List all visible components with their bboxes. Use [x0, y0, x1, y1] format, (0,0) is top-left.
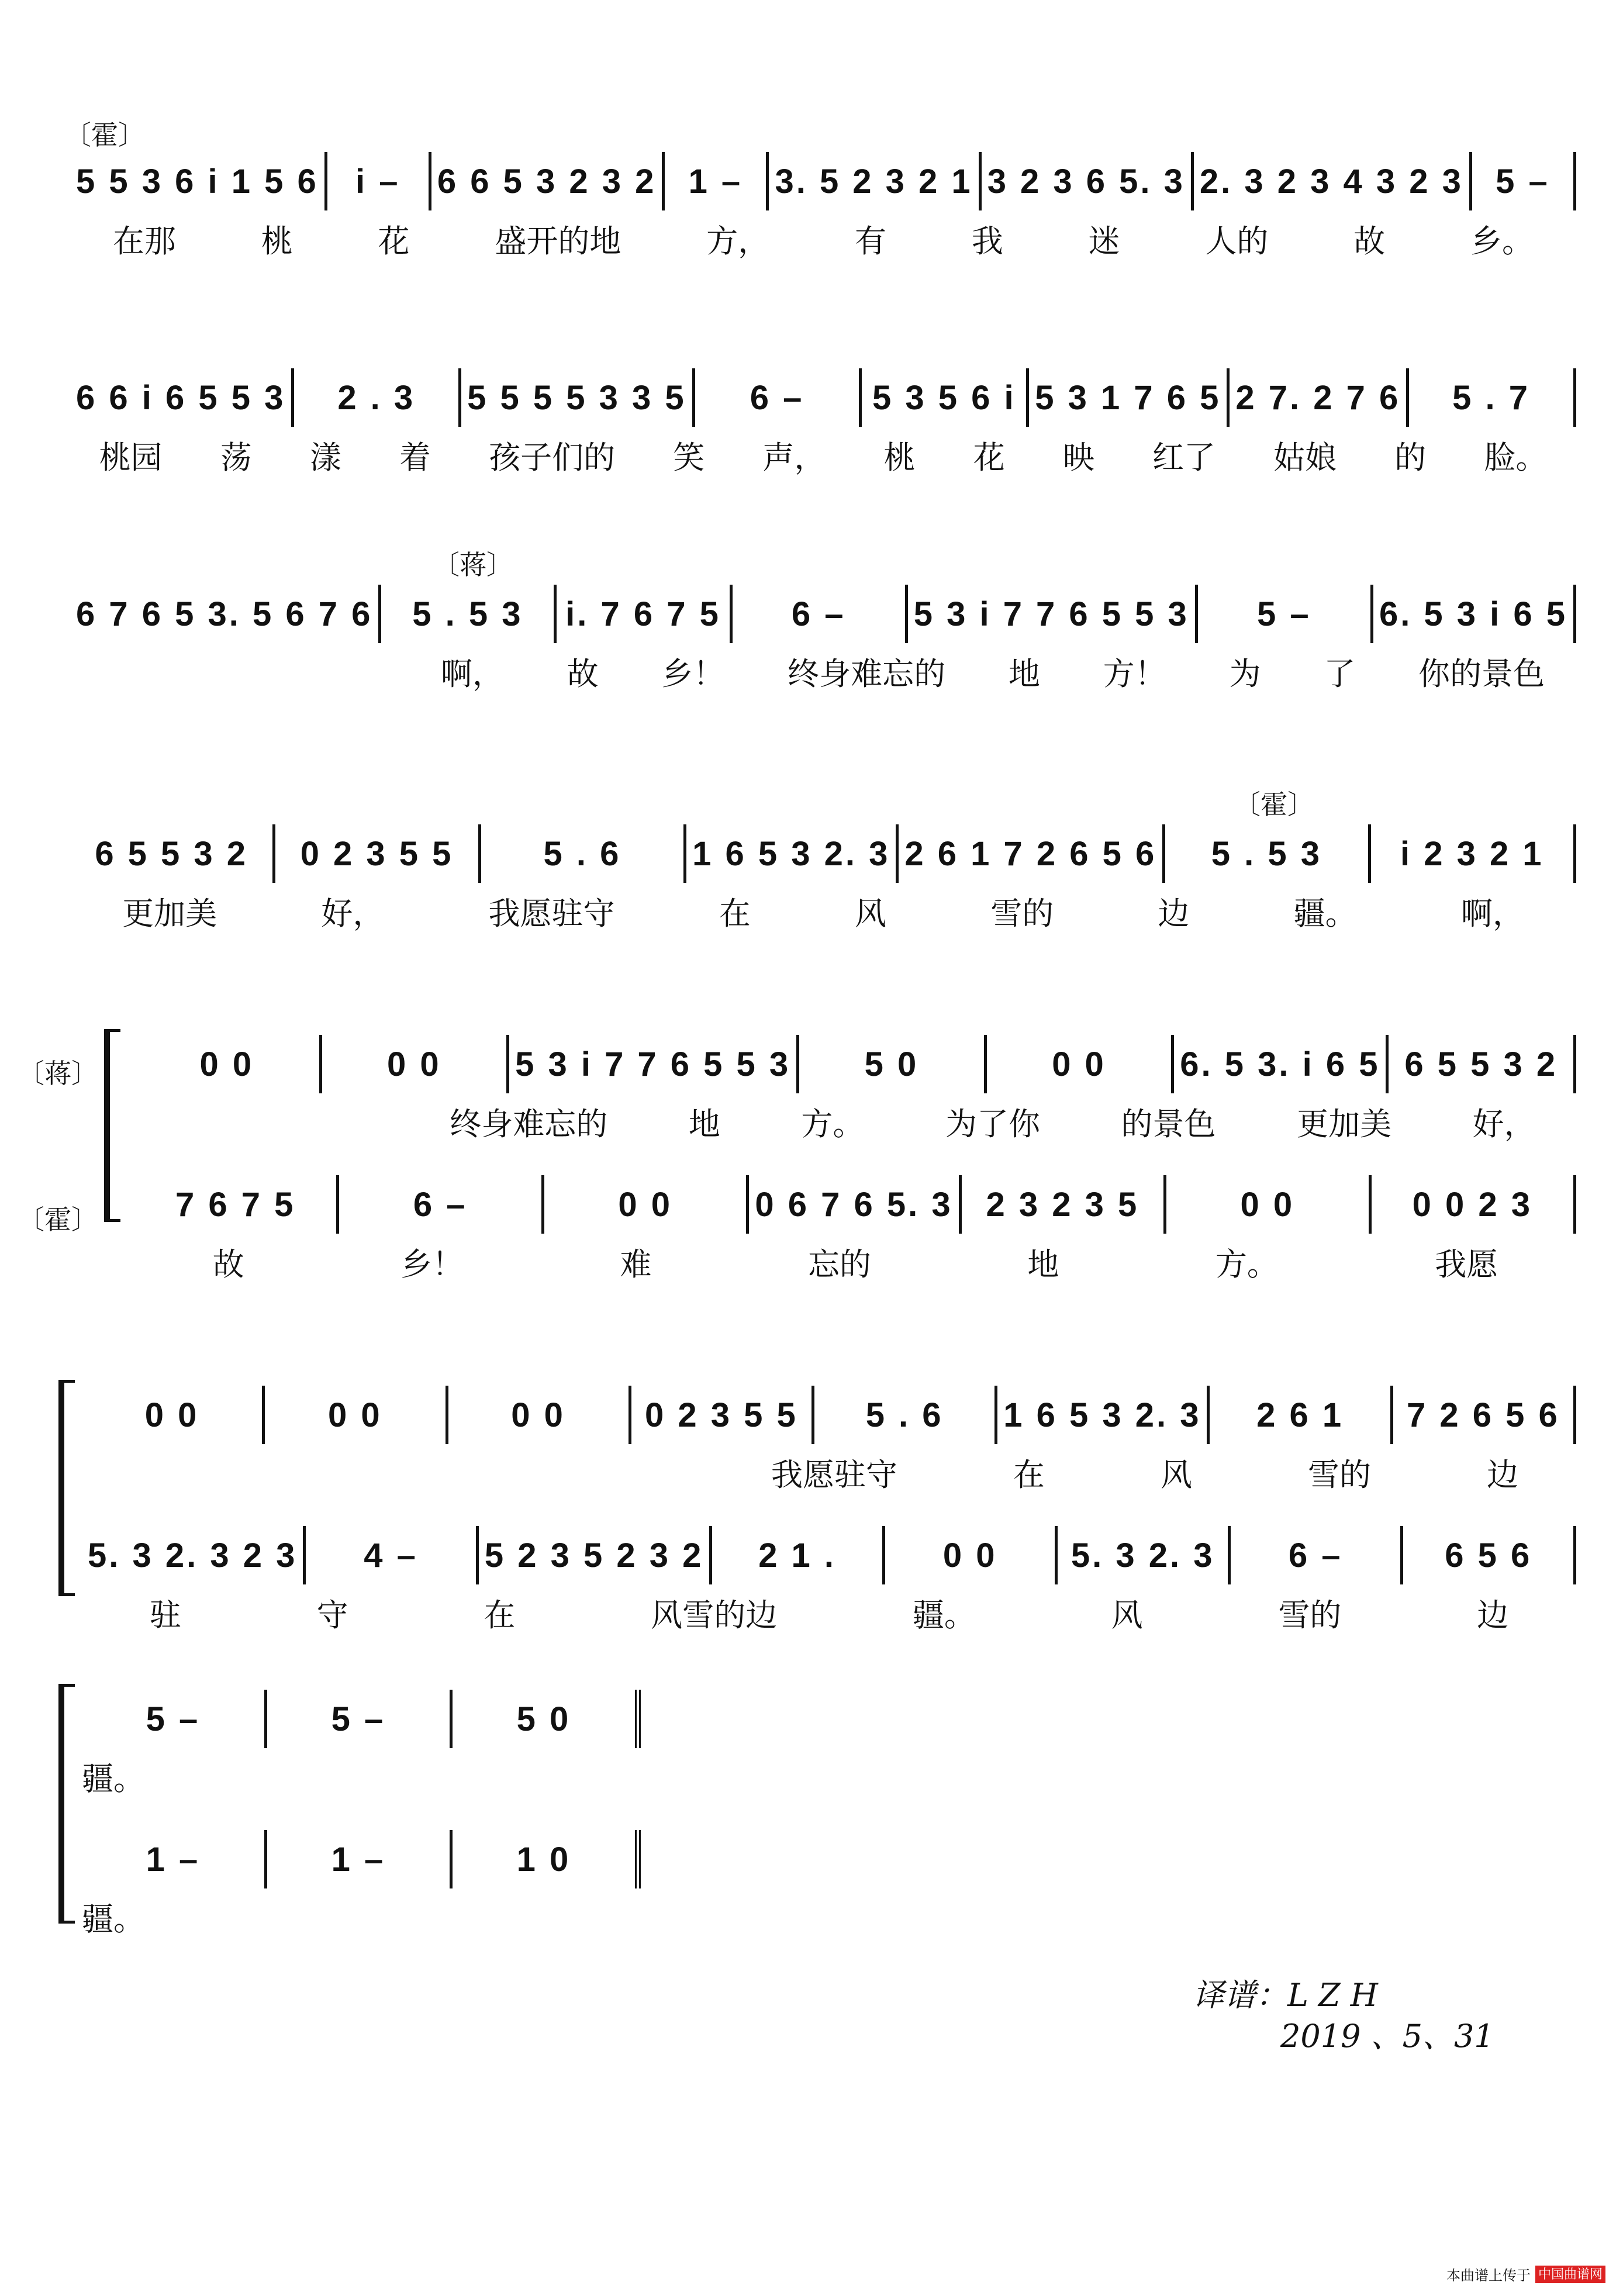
- notes-row: [70, 819, 1576, 889]
- lyric: 更加美: [122, 895, 217, 932]
- lyric: 好，: [321, 895, 385, 932]
- lyric: 的: [1394, 439, 1427, 476]
- lyric: 方。: [1215, 1246, 1279, 1283]
- lyrics-row: [409, 649, 1576, 694]
- lyric: 我愿驻守: [488, 895, 615, 932]
- measure: 0 0: [322, 1035, 510, 1093]
- lyric: 孩子们的: [489, 439, 616, 476]
- measure: 5 . 6: [481, 824, 686, 883]
- lyric: 终身难忘的: [450, 1106, 608, 1142]
- lyric: 脸。: [1484, 439, 1548, 476]
- measure: 2 1 .: [712, 1526, 885, 1584]
- lyric: 声，: [762, 439, 826, 476]
- lyric: 风雪的边: [651, 1597, 778, 1634]
- lyrics-row: [70, 216, 1576, 261]
- lyric: 地: [1027, 1246, 1059, 1283]
- lyrics-row: [82, 1754, 145, 1799]
- lyric: 边: [1487, 1456, 1518, 1493]
- lyric: 桃: [883, 439, 916, 476]
- lyric: 花: [378, 223, 410, 260]
- measure: 0 0 2 3: [1372, 1175, 1576, 1234]
- measure: 5 3 i 7 7 6 5 5 3: [509, 1035, 799, 1093]
- measure: 6 5 5 3 2: [70, 824, 275, 883]
- notes-row: [82, 1520, 1576, 1590]
- measure: 1 –: [665, 152, 769, 210]
- lyric: 故: [1353, 223, 1386, 260]
- lyric: 地: [688, 1106, 720, 1142]
- lyric: 啊，: [1460, 895, 1524, 932]
- lyric: 有: [854, 223, 886, 260]
- measure: 0 0: [544, 1175, 749, 1234]
- lyrics-row: [82, 1590, 1576, 1635]
- singer-label: 〔霍〕: [1234, 789, 1314, 820]
- lyric: 乡！: [400, 1246, 464, 1283]
- lyric: 我愿: [1435, 1246, 1498, 1283]
- measure: 0 0: [1166, 1175, 1371, 1234]
- measure: 0 6 7 6 5. 3: [749, 1175, 961, 1234]
- measure: 2 3 2 3 5: [962, 1175, 1166, 1234]
- final-barline-measure: 1 0: [453, 1830, 641, 1888]
- lyric: 盛开的地: [495, 223, 621, 260]
- measure: 5 –: [1472, 152, 1576, 210]
- measure: 6 5 6: [1403, 1526, 1576, 1584]
- measure: 5 . 6: [814, 1386, 997, 1444]
- lyric: 疆。: [82, 1760, 145, 1797]
- lyric: 好，: [1472, 1106, 1536, 1142]
- lyric: 人的: [1205, 223, 1269, 260]
- lyrics-row: [134, 1240, 1576, 1285]
- lyric: 疆。: [82, 1901, 145, 1938]
- lyric: 疆。: [912, 1597, 976, 1634]
- measure: 5 –: [82, 1690, 267, 1748]
- notes-row: [70, 362, 1576, 433]
- lyric: 桃: [261, 223, 293, 260]
- lyric: 着: [399, 439, 431, 476]
- lyric: 边: [1158, 895, 1190, 932]
- lyrics-row: [713, 1450, 1576, 1495]
- lyric: 风: [1111, 1597, 1143, 1634]
- lyric: 驻: [149, 1597, 181, 1634]
- measure: 5 5 3 6 i 1 5 6: [70, 152, 327, 210]
- lyric: 为: [1229, 655, 1261, 692]
- lyric: 在: [1013, 1456, 1045, 1493]
- transcriber-credit: 译谱：L Z H: [1193, 1977, 1378, 2014]
- measure: 1 6 5 3 2. 3: [997, 1386, 1210, 1444]
- measure: 1 6 5 3 2. 3: [686, 824, 899, 883]
- measure: 0 0: [885, 1526, 1058, 1584]
- measure: 5. 3 2. 3 2 3: [82, 1526, 306, 1584]
- lyrics-row: [409, 1099, 1576, 1144]
- measure: 5 5 5 5 3 3 5: [461, 368, 695, 427]
- lyric: 方。: [801, 1106, 865, 1142]
- measure: 1 –: [267, 1830, 453, 1888]
- lyric: 方！: [1103, 655, 1166, 692]
- singer-label: 〔蒋〕: [433, 549, 513, 581]
- measure: 2 7. 2 7 6: [1230, 368, 1409, 427]
- measure: 5 . 5 3: [1165, 824, 1370, 883]
- notes-row: [82, 1824, 641, 1894]
- notes-row: [70, 146, 1576, 216]
- lyric: 我: [971, 223, 1003, 260]
- measure: 0 0: [987, 1035, 1175, 1093]
- measure: 6 –: [1231, 1526, 1404, 1584]
- lyric: 雪的: [1278, 1597, 1342, 1634]
- lyric: 迷: [1088, 223, 1120, 260]
- lyric: 的景色: [1121, 1106, 1216, 1142]
- lyric: 啊，: [440, 655, 504, 692]
- measure: 5 . 7: [1409, 368, 1576, 427]
- measure: 7 2 6 5 6: [1393, 1386, 1576, 1444]
- measure: 2 6 1: [1210, 1386, 1393, 1444]
- measure: 5 3 i 7 7 6 5 5 3: [908, 585, 1198, 643]
- footer-text: 本曲谱上传于: [1446, 2268, 1531, 2284]
- measure: 4 –: [306, 1526, 479, 1584]
- lyric: 桃园: [99, 439, 163, 476]
- lyric: 姑娘: [1273, 439, 1337, 476]
- measure: i –: [327, 152, 431, 210]
- measure: 2 6 1 7 2 6 5 6: [899, 824, 1165, 883]
- singer-label: 〔蒋〕: [18, 1058, 98, 1089]
- lyric: 花: [973, 439, 1005, 476]
- measure: 6 7 6 5 3. 5 6 7 6: [70, 585, 381, 643]
- measure: 3. 5 2 3 2 1: [769, 152, 981, 210]
- lyric: 在那: [112, 223, 176, 260]
- notes-row: [134, 1169, 1576, 1240]
- lyric: 笑: [673, 439, 705, 476]
- lyrics-row: [70, 433, 1576, 478]
- lyric: 在: [719, 895, 751, 932]
- lyric: 我愿驻守: [771, 1456, 897, 1493]
- lyric: 疆。: [1293, 895, 1357, 932]
- measure: 5 0: [799, 1035, 987, 1093]
- lyric: 地: [1008, 655, 1040, 692]
- transcription-date: 2019 、5、31: [1280, 2018, 1494, 2055]
- measure: 0 0: [448, 1386, 631, 1444]
- measure: 1 –: [82, 1830, 267, 1888]
- lyric: 你的景色: [1418, 655, 1545, 692]
- lyric: 为了你: [945, 1106, 1040, 1142]
- lyric: 雪的: [1308, 1456, 1371, 1493]
- lyric: 映: [1062, 439, 1094, 476]
- measure: 5 –: [1198, 585, 1373, 643]
- lyrics-row: [70, 889, 1576, 934]
- measure: 2. 3 2 3 4 3 2 3: [1194, 152, 1472, 210]
- lyric: 荡: [220, 439, 252, 476]
- measure: 7 6 7 5: [134, 1175, 339, 1234]
- lyric: 忘的: [807, 1246, 871, 1283]
- measure: 0 2 3 5 5: [275, 824, 481, 883]
- lyric: 故: [567, 655, 599, 692]
- measure: 6 6 i 6 5 5 3: [70, 368, 294, 427]
- lyric: 漾: [309, 439, 341, 476]
- measure: 5 3 5 6 i: [862, 368, 1029, 427]
- lyric: 风: [1161, 1456, 1192, 1493]
- notes-row: [82, 1684, 641, 1754]
- measure: 5 2 3 5 2 3 2: [479, 1526, 712, 1584]
- lyric: 在: [484, 1597, 516, 1634]
- measure: i 2 3 2 1: [1371, 824, 1576, 883]
- measure: 6 –: [695, 368, 862, 427]
- lyric: 难: [620, 1246, 652, 1283]
- notes-row: [82, 1380, 1576, 1450]
- lyric: 了: [1324, 655, 1356, 692]
- lyric: 终身难忘的: [788, 655, 946, 692]
- lyric: 故: [212, 1246, 244, 1283]
- lyric: 守: [316, 1597, 348, 1634]
- final-barline-measure: 5 0: [453, 1690, 641, 1748]
- lyric: 边: [1477, 1597, 1509, 1634]
- site-footer: [1446, 2264, 1605, 2284]
- measure: 5. 3 2. 3: [1058, 1526, 1231, 1584]
- measure: 6 6 5 3 2 3 2: [431, 152, 665, 210]
- measure: 6. 5 3. i 6 5: [1174, 1035, 1389, 1093]
- measure: 0 0: [82, 1386, 265, 1444]
- measure: 6 –: [339, 1175, 544, 1234]
- measure: 5 –: [267, 1690, 453, 1748]
- measure: 6 5 5 3 2: [1389, 1035, 1576, 1093]
- lyric: 乡！: [661, 655, 725, 692]
- lyric: 雪的: [990, 895, 1054, 932]
- measure: 0 0: [265, 1386, 448, 1444]
- notes-row: [134, 1029, 1576, 1099]
- lyric: 乡。: [1470, 223, 1534, 260]
- measure: 0 0: [134, 1035, 322, 1093]
- lyric: 更加美: [1297, 1106, 1392, 1142]
- measure: 5 . 5 3: [381, 585, 557, 643]
- measure: 0 2 3 5 5: [631, 1386, 814, 1444]
- lyric: 红了: [1152, 439, 1215, 476]
- singer-label: 〔霍〕: [64, 119, 145, 151]
- measure: 5 3 1 7 6 5: [1029, 368, 1230, 427]
- lyrics-row: [82, 1894, 145, 1939]
- measure: 3 2 3 6 5. 3: [982, 152, 1194, 210]
- singer-label: 〔霍〕: [18, 1204, 98, 1235]
- measure: 6. 5 3 i 6 5: [1373, 585, 1576, 643]
- lyric: 方，: [706, 223, 770, 260]
- notes-row: [70, 579, 1576, 649]
- site-logo: 中国曲谱网: [1535, 2266, 1605, 2283]
- measure: 6 –: [733, 585, 908, 643]
- measure: i. 7 6 7 5: [557, 585, 732, 643]
- measure: 2 . 3: [294, 368, 461, 427]
- lyric: 风: [854, 895, 886, 932]
